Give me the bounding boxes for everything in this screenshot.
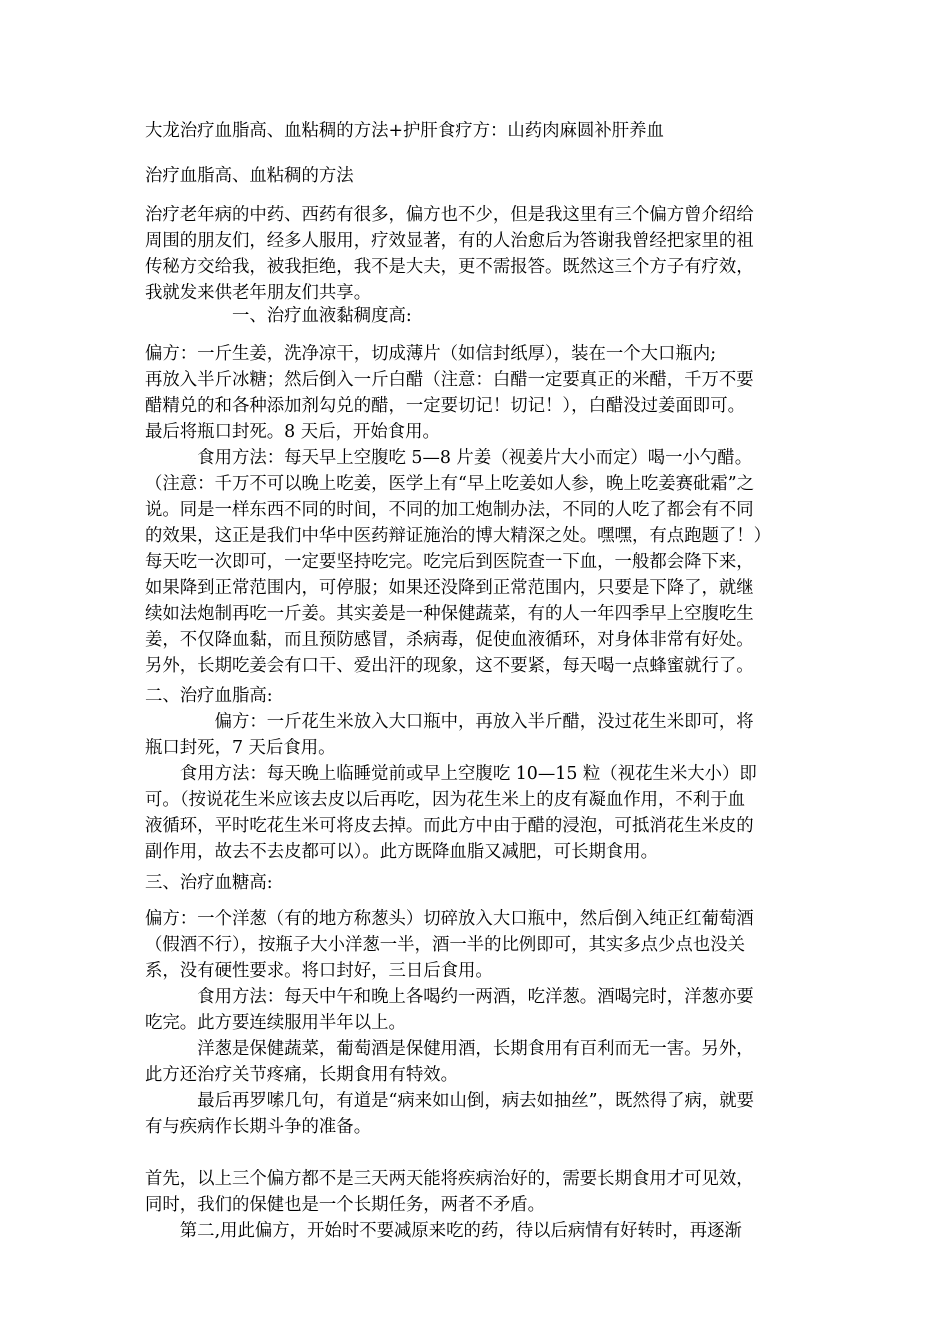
text-line: （假酒不行），按瓶子大小洋葱一半，酒一半的比例即可，其实多点少点也没关 [145, 935, 745, 955]
text-line: 食用方法：每天晚上临睡觉前或早上空腹吃 10—15 粒（视花生米大小）即 [145, 764, 757, 784]
text-line: 偏方：一个洋葱（有的地方称葱头）切碎放入大口瓶中，然后倒入纯正红葡萄酒 [145, 909, 754, 929]
text-line: 系，没有硬性要求。将口封好，三日后食用。 [145, 961, 493, 981]
text-line: 洋葱是保健蔬菜，葡萄酒是保健用酒，长期食用有百利而无一害。另外， [145, 1039, 754, 1059]
text-line: 如果降到正常范围内，可停服；如果还没降到正常范围内，只要是下降了，就继 [145, 578, 754, 598]
text-line: 第二,用此偏方，开始时不要减原来吃的药，待以后病情有好转时，再逐渐 [145, 1221, 742, 1241]
text-line: 此方还治疗关节疼痛，长期食用有特效。 [145, 1065, 459, 1085]
text-line: 同时，我们的保健也是一个长期任务，两者不矛盾。 [145, 1195, 545, 1215]
text-line: 最后将瓶口封死。8 天后，开始食用。 [145, 422, 440, 442]
text-line: 食用方法：每天早上空腹吃 5—8 片姜（视姜片大小而定）喝一小勺醋。 [145, 448, 753, 468]
text-line: 周围的朋友们，经多人服用，疗效显著，有的人治愈后为答谢我曾经把家里的祖 [145, 231, 754, 251]
text-line: 偏方：一斤生姜，洗净凉干，切成薄片（如信封纸厚），装在一个大口瓶内; [145, 344, 717, 364]
text-line: 再放入半斤冰糖；然后倒入一斤白醋（注意：白醋一定要真正的米醋，千万不要 [145, 370, 754, 390]
text-line: 食用方法：每天中午和晚上各喝约一两酒，吃洋葱。酒喝完时，洋葱亦要 [145, 987, 754, 1007]
text-line: 醋精兑的和各种添加剂勾兑的醋，一定要切记！切记！），白醋没过姜面即可。 [145, 396, 745, 416]
text-line: 另外，长期吃姜会有口干、爱出汗的现象，这不要紧，每天喝一点蜂蜜就行了。 [145, 656, 754, 676]
document-title: 大龙治疗血脂高、血粘稠的方法+护肝食疗方：山药肉麻圆补肝养血 [145, 121, 664, 141]
text-line: 首先，以上三个偏方都不是三天两天能将疾病治好的，需要长期食用才可见效， [145, 1169, 754, 1189]
text-line: 吃完。此方要连续服用半年以上。 [145, 1013, 406, 1033]
section-heading: 一、治疗血液黏稠度高: [145, 306, 412, 326]
text-line: 有与疾病作长期斗争的准备。 [145, 1117, 372, 1137]
section-heading: 三、治疗血糖高: [145, 873, 273, 893]
text-line: 的效果，这正是我们中华中医药辩证施治的博大精深之处。嘿嘿，有点跑题了！） [145, 526, 772, 546]
text-line: 我就发来供老年朋友们共享。 [145, 283, 372, 303]
text-line: 最后再罗嗦几句，有道是“病来如山倒，病去如抽丝”，既然得了病，就要 [145, 1091, 755, 1111]
text-line: 说。同是一样东西不同的时间，不同的加工炮制办法，不同的人吃了都会有不同 [145, 500, 754, 520]
text-line: 续如法炮制再吃一斤姜。其实姜是一种保健蔬菜，有的人一年四季早上空腹吃生 [145, 604, 754, 624]
text-line: 传秘方交给我，被我拒绝，我不是大夫，更不需报答。既然这三个方子有疗效， [145, 257, 754, 277]
text-line: 每天吃一次即可，一定要坚持吃完。吃完后到医院查一下血，一般都会降下来， [145, 552, 754, 572]
text-line: 姜，不仅降血黏，而且预防感冒，杀病毒，促使血液循环，对身体非常有好处。 [145, 630, 754, 650]
text-line: 治疗老年病的中药、西药有很多，偏方也不少，但是我这里有三个偏方曾介绍给 [145, 205, 754, 225]
text-line: 偏方：一斤花生米放入大口瓶中，再放入半斤醋，没过花生米即可，将 [145, 712, 754, 732]
text-line: 可。（按说花生米应该去皮以后再吃，因为花生米上的皮有凝血作用，不利于血 [145, 790, 745, 810]
section-heading: 二、治疗血脂高: [145, 686, 273, 706]
text-line: （注意：千万不可以晚上吃姜，医学上有“早上吃姜如人参，晚上吃姜赛砒霜”之 [145, 474, 755, 494]
text-line: 液循环，平时吃花生米可将皮去掉。而此方中由于醋的浸泡，可抵消花生米皮的 [145, 816, 754, 836]
text-line: 副作用，故去不去皮都可以）。此方既降血脂又减肥，可长期食用。 [145, 842, 659, 862]
section-subtitle: 治疗血脂高、血粘稠的方法 [145, 166, 354, 186]
text-line: 瓶口封死，7 天后食用。 [145, 738, 336, 758]
